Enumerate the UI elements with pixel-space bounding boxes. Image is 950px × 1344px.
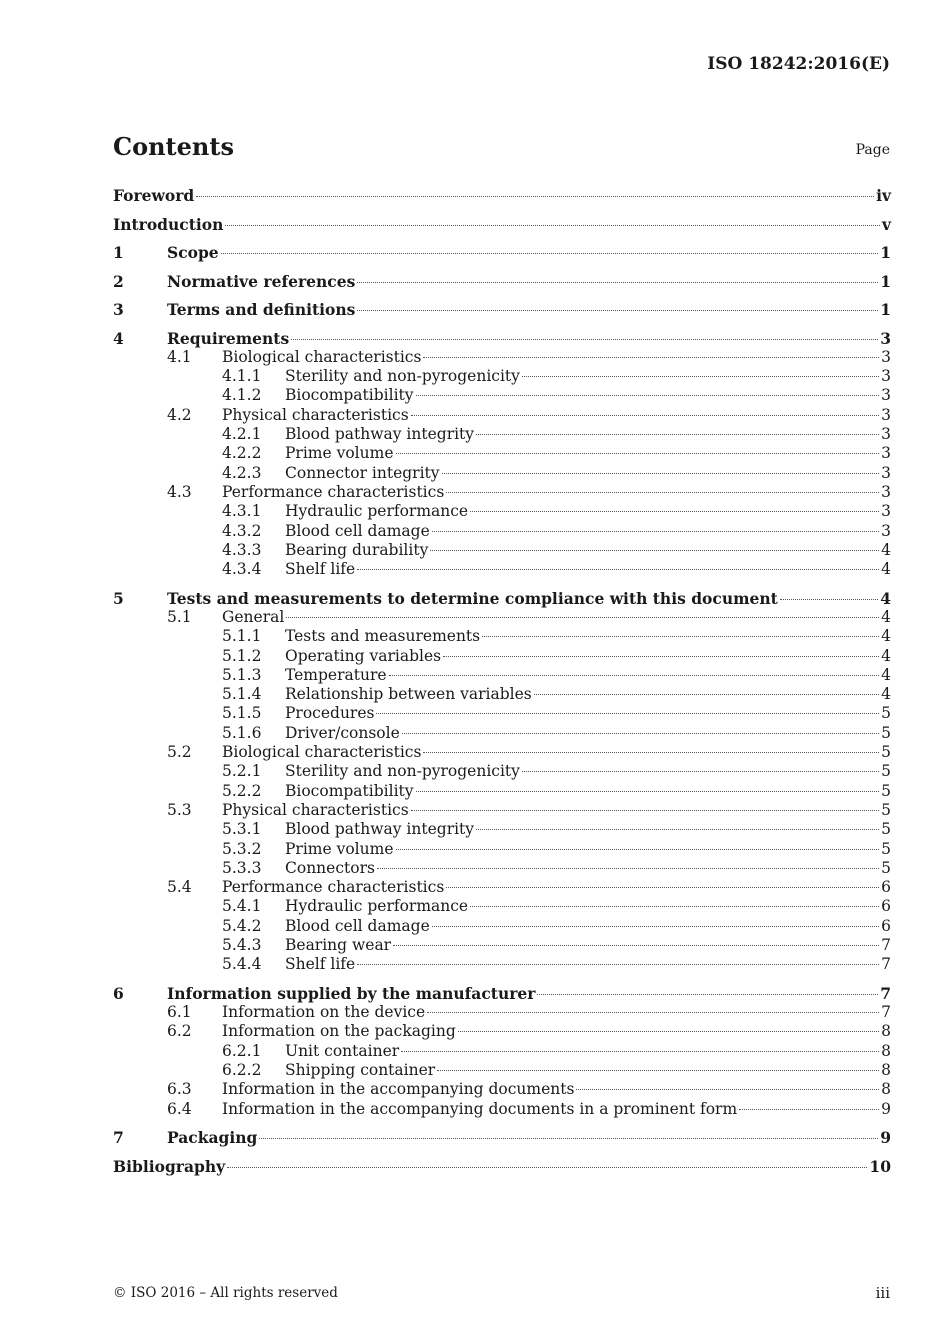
toc-row[interactable]: [113, 840, 891, 860]
toc-row[interactable]: [113, 367, 891, 387]
toc-page-number: 7: [880, 983, 891, 1003]
dot-leader: [376, 712, 879, 714]
toc-page-number: 9: [881, 1099, 891, 1118]
toc-entry-title[interactable]: Driver/console: [285, 723, 400, 742]
toc-section-number: 5.1.6: [222, 723, 262, 742]
toc-row[interactable]: [113, 936, 891, 956]
toc-row[interactable]: [113, 243, 891, 263]
toc-entry-title[interactable]: Connector integrity: [285, 463, 440, 482]
toc-entry-title[interactable]: Temperature: [285, 665, 387, 684]
page-column-label: Page: [855, 142, 890, 158]
toc-row[interactable]: [113, 502, 891, 522]
toc-page-number: 4: [880, 588, 891, 608]
toc-section-number: 4.3.4: [222, 560, 262, 579]
toc-entry-title[interactable]: Performance characteristics: [222, 878, 445, 897]
toc-page-number: 5: [881, 704, 891, 723]
toc-section-number: 6.2: [167, 1022, 192, 1041]
toc-row[interactable]: [113, 724, 891, 744]
toc-row[interactable]: [113, 1022, 891, 1042]
toc-entry-title[interactable]: Biocompatibility: [285, 386, 414, 405]
dot-leader: [259, 1137, 878, 1139]
toc-page-number: 3: [881, 367, 891, 386]
dot-leader: [443, 655, 879, 657]
toc-section-number: 4.2.3: [222, 463, 262, 482]
toc-row[interactable]: [113, 1042, 891, 1062]
dot-leader: [432, 530, 879, 532]
toc-row[interactable]: [113, 215, 891, 235]
toc-entry-title[interactable]: Normative references: [167, 271, 356, 291]
toc-page-number: 7: [881, 1003, 891, 1022]
toc-entry-title[interactable]: Biological characteristics: [222, 743, 422, 761]
copyright-notice: © ISO 2016 – All rights reserved: [113, 1285, 338, 1301]
toc-page-number: 1: [880, 243, 891, 262]
toc-entry-title[interactable]: Performance characteristics: [222, 482, 445, 501]
toc-entry-title[interactable]: Prime volume: [285, 839, 394, 858]
dot-leader: [357, 963, 879, 965]
dot-leader: [402, 732, 879, 734]
dot-leader: [416, 790, 880, 792]
toc-page-number: 7: [881, 936, 891, 954]
toc-row[interactable]: [113, 1128, 891, 1148]
toc-row[interactable]: [113, 627, 891, 647]
toc-entry-title[interactable]: Scope: [167, 243, 219, 262]
toc-page-number: iv: [876, 186, 891, 205]
toc-section-number: 4.1: [167, 347, 192, 366]
dot-leader: [437, 1069, 879, 1071]
toc-row[interactable]: [113, 272, 891, 292]
toc-entry-title[interactable]: Information on the packaging: [222, 1022, 456, 1041]
toc-row[interactable]: [113, 560, 891, 580]
toc-section-number: 5.2.1: [222, 762, 262, 781]
toc-page-number: 5: [881, 800, 891, 819]
toc-entry-title[interactable]: Tests and measurements to determine compliance with this document: [167, 588, 778, 608]
toc-entry-title[interactable]: Bibliography: [113, 1156, 226, 1176]
dot-leader: [291, 338, 878, 340]
toc-entry-title[interactable]: Blood cell damage: [285, 916, 430, 935]
toc-section-number: 6.3: [167, 1080, 192, 1099]
dot-leader: [470, 510, 879, 512]
toc-entry-title[interactable]: Bearing wear: [285, 936, 392, 954]
toc-page-number: 10: [869, 1156, 891, 1176]
toc-section-number: 5.3: [167, 800, 192, 819]
contents-title: Contents: [113, 132, 234, 161]
dot-leader: [396, 848, 880, 850]
toc-section-number: 4.1.2: [222, 386, 262, 405]
toc-row[interactable]: [113, 1100, 891, 1120]
dot-leader: [522, 375, 879, 377]
toc-section-number: 4.2: [167, 405, 192, 424]
toc-entry-title[interactable]: Physical characteristics: [222, 405, 409, 424]
toc-section-number: 2: [113, 271, 124, 291]
toc-row[interactable]: [113, 762, 891, 782]
toc-entry-title[interactable]: Connectors: [285, 858, 375, 877]
dot-leader: [522, 770, 879, 772]
dot-leader: [411, 809, 879, 811]
toc-page-number: 4: [881, 560, 891, 579]
dot-leader: [411, 414, 879, 416]
dot-leader: [423, 751, 879, 753]
toc-page-number: 4: [881, 607, 891, 626]
toc-section-number: 5.3.3: [222, 858, 262, 877]
dot-leader: [442, 472, 880, 474]
toc-section-number: 6.4: [167, 1099, 192, 1118]
toc-row[interactable]: [113, 589, 891, 609]
toc-section-number: 5.4.2: [222, 916, 262, 935]
toc-section-number: 6.2.1: [222, 1041, 262, 1060]
toc-section-number: 4: [113, 328, 124, 348]
toc-row[interactable]: [113, 425, 891, 445]
toc-section-number: 7: [113, 1128, 124, 1148]
dot-leader: [416, 394, 880, 396]
dot-leader: [780, 598, 878, 600]
toc-page-number: 5: [881, 820, 891, 839]
toc-page-number: 4: [881, 540, 891, 559]
toc-section-number: 5.1.1: [222, 627, 262, 646]
toc-section-number: 5.1.3: [222, 665, 262, 684]
toc-entry-title[interactable]: Sterility and non-pyrogenicity: [285, 762, 520, 781]
toc-entry-title[interactable]: Hydraulic performance: [285, 502, 469, 521]
toc-entry-title[interactable]: Shelf life: [285, 560, 356, 579]
toc-section-number: 4.3.1: [222, 502, 262, 521]
toc-entry-title[interactable]: Unit container: [285, 1041, 400, 1060]
toc-page-number: 4: [881, 627, 891, 646]
toc-row[interactable]: [113, 1080, 891, 1100]
toc-section-number: 4.3.3: [222, 540, 262, 559]
toc-entry-title[interactable]: Hydraulic performance: [285, 897, 469, 916]
dot-leader: [427, 1011, 879, 1013]
dot-leader: [739, 1108, 879, 1110]
dot-leader: [396, 452, 880, 454]
toc-row[interactable]: [113, 782, 891, 802]
toc-entry-title[interactable]: Shelf life: [285, 955, 356, 974]
toc-entry-title[interactable]: Information on the device: [222, 1003, 426, 1022]
toc-row[interactable]: [113, 859, 891, 879]
toc-entry-title[interactable]: Relationship between variables: [285, 685, 532, 704]
toc-row[interactable]: [113, 522, 891, 542]
dot-leader: [423, 356, 879, 358]
toc-row[interactable]: [113, 666, 891, 686]
page-number: iii: [875, 1284, 890, 1302]
toc-row[interactable]: [113, 186, 891, 206]
toc-section-number: 3: [113, 300, 124, 319]
toc-row[interactable]: [113, 464, 891, 484]
toc-page-number: 3: [881, 502, 891, 521]
toc-row[interactable]: [113, 1061, 891, 1081]
dot-leader: [225, 224, 880, 226]
toc-section-number: 4.2.1: [222, 425, 262, 443]
toc-section-number: 5.2: [167, 743, 192, 761]
toc-entry-title[interactable]: Blood cell damage: [285, 521, 430, 540]
dot-leader: [389, 674, 880, 676]
toc-section-number: 4.2.2: [222, 444, 262, 463]
toc-entry-title[interactable]: Blood pathway integrity: [285, 425, 475, 443]
toc-entry-title[interactable]: Information supplied by the manufacturer: [167, 983, 536, 1003]
toc-section-number: 5.4: [167, 878, 192, 897]
toc-page-number: 3: [881, 482, 891, 501]
toc-entry-title[interactable]: Sterility and non-pyrogenicity: [285, 367, 520, 386]
toc-section-number: 5.1.5: [222, 704, 262, 723]
toc-section-number: 6.2.2: [222, 1061, 262, 1079]
toc-row[interactable]: [113, 984, 891, 1004]
toc-entry-title[interactable]: Biocompatibility: [285, 781, 414, 800]
toc-entry-title[interactable]: Terms and definitions: [167, 300, 356, 319]
toc-row[interactable]: [113, 820, 891, 840]
toc-entry-title[interactable]: Procedures: [285, 704, 375, 723]
toc-row[interactable]: [113, 300, 891, 320]
toc-page-number: 1: [880, 300, 891, 319]
toc-entry-title[interactable]: Information in the accompanying documents in a prominent form: [222, 1099, 738, 1118]
toc-row[interactable]: [113, 801, 891, 821]
toc-section-number: 5.2.2: [222, 781, 262, 800]
toc-page-number: 7: [881, 955, 891, 974]
toc-row[interactable]: [113, 955, 891, 975]
toc-row[interactable]: [113, 878, 891, 898]
toc-row[interactable]: [113, 1157, 891, 1177]
toc-section-number: 5.4.3: [222, 936, 262, 954]
toc-page-number: 8: [881, 1080, 891, 1099]
toc-page-number: 3: [881, 386, 891, 405]
toc-page-number: 3: [881, 405, 891, 424]
toc-section-number: 1: [113, 243, 124, 262]
toc-entry-title[interactable]: Blood pathway integrity: [285, 820, 475, 839]
dot-leader: [458, 1030, 879, 1032]
dot-leader: [196, 195, 874, 197]
toc-page-number: 3: [881, 444, 891, 463]
toc-section-number: 5.1: [167, 607, 192, 626]
toc-entry-title[interactable]: Physical characteristics: [222, 800, 409, 819]
dot-leader: [482, 635, 879, 637]
toc-section-number: 4.1.1: [222, 367, 262, 386]
toc-page-number: 6: [881, 878, 891, 897]
toc-page-number: 4: [881, 665, 891, 684]
toc-entry-title[interactable]: Shipping container: [285, 1061, 436, 1079]
toc-section-number: 4.3: [167, 482, 192, 501]
dot-leader: [357, 568, 879, 570]
toc-entry-title[interactable]: Tests and measurements: [285, 627, 481, 646]
dot-leader: [537, 993, 878, 995]
dot-leader: [377, 867, 879, 869]
dot-leader: [357, 281, 878, 283]
toc-page-number: 1: [880, 271, 891, 291]
toc-row[interactable]: [113, 685, 891, 705]
toc-page-number: 4: [881, 685, 891, 704]
toc-section-number: 5.1.2: [222, 646, 262, 665]
toc-page-number: 8: [881, 1041, 891, 1060]
toc-page-number: 5: [881, 723, 891, 742]
toc-page-number: v: [881, 214, 891, 234]
toc-page-number: 3: [881, 425, 891, 443]
toc-row[interactable]: [113, 608, 891, 628]
toc-entry-title[interactable]: General: [222, 607, 285, 626]
toc-page-number: 5: [881, 743, 891, 761]
toc-page-number: 5: [881, 781, 891, 800]
dot-leader: [576, 1088, 879, 1090]
toc-section-number: 5.3.2: [222, 839, 262, 858]
dot-leader: [221, 252, 879, 254]
dot-leader: [357, 309, 878, 311]
dot-leader: [393, 944, 879, 946]
toc-row[interactable]: [113, 444, 891, 464]
toc-section-number: 6: [113, 983, 124, 1003]
toc-section-number: 5.3.1: [222, 820, 262, 839]
toc-page-number: 3: [881, 463, 891, 482]
dot-leader: [432, 925, 879, 927]
toc-page-number: 9: [880, 1128, 891, 1148]
dot-leader: [430, 549, 879, 551]
dot-leader: [401, 1050, 879, 1052]
dot-leader: [446, 886, 879, 888]
toc-section-number: 4.3.2: [222, 521, 262, 540]
toc-row[interactable]: [113, 483, 891, 503]
document-id: ISO 18242:2016(E): [707, 54, 890, 74]
toc-page-number: 3: [880, 328, 891, 348]
toc-page-number: 3: [881, 521, 891, 540]
toc-row[interactable]: [113, 386, 891, 406]
toc-row[interactable]: [113, 1003, 891, 1023]
toc-entry-title[interactable]: Biological characteristics: [222, 347, 422, 366]
toc-page-number: 8: [881, 1022, 891, 1041]
toc-section-number: 5.1.4: [222, 685, 262, 704]
dot-leader: [286, 616, 879, 618]
dot-leader: [534, 693, 879, 695]
toc-row[interactable]: [113, 897, 891, 917]
toc-entry-title[interactable]: Foreword: [113, 186, 195, 205]
toc-section-number: 6.1: [167, 1003, 192, 1022]
toc-entry-title[interactable]: Introduction: [113, 214, 224, 234]
toc-entry-title[interactable]: Packaging: [167, 1128, 258, 1148]
toc-row[interactable]: [113, 348, 891, 368]
toc-row[interactable]: [113, 406, 891, 426]
toc-page-number: 8: [881, 1061, 891, 1079]
toc-row[interactable]: [113, 541, 891, 561]
toc-page-number: 5: [881, 839, 891, 858]
toc-row[interactable]: [113, 704, 891, 724]
dot-leader: [470, 905, 879, 907]
toc-entry-title[interactable]: Bearing durability: [285, 540, 429, 559]
toc-row[interactable]: [113, 917, 891, 937]
dot-leader: [227, 1166, 867, 1168]
toc-page-number: 5: [881, 858, 891, 877]
toc-page-number: 4: [881, 646, 891, 665]
toc-section-number: 5.4.1: [222, 897, 262, 916]
toc-entry-title[interactable]: Operating variables: [285, 646, 442, 665]
toc-entry-title[interactable]: Information in the accompanying documents: [222, 1080, 575, 1099]
toc-page-number: 3: [881, 347, 891, 366]
toc-row[interactable]: [113, 329, 891, 349]
dot-leader: [476, 828, 879, 830]
toc-row[interactable]: [113, 647, 891, 667]
toc-page-number: 5: [881, 762, 891, 781]
toc-entry-title[interactable]: Prime volume: [285, 444, 394, 463]
toc-page-number: 6: [881, 897, 891, 916]
dot-leader: [446, 491, 879, 493]
dot-leader: [476, 433, 879, 435]
toc-page-number: 6: [881, 916, 891, 935]
toc-section-number: 5.4.4: [222, 955, 262, 974]
toc-entry-title[interactable]: Requirements: [167, 328, 290, 348]
toc-section-number: 5: [113, 588, 124, 608]
toc-row[interactable]: [113, 743, 891, 763]
